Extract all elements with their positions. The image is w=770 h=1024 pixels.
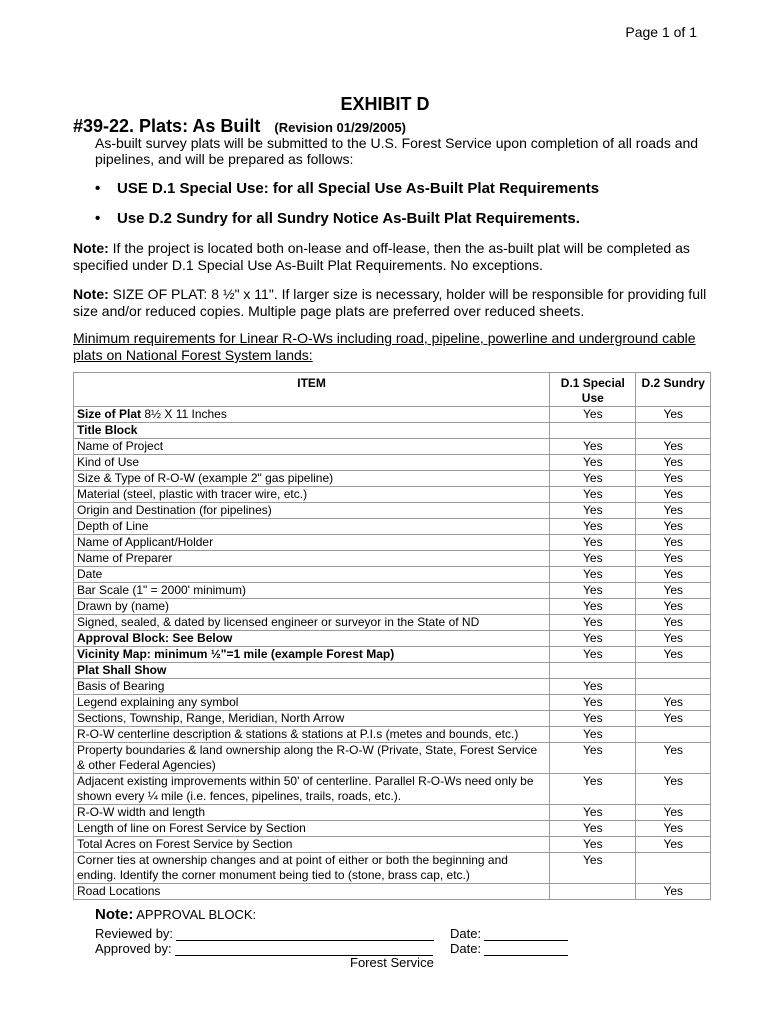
table-row: [74, 567, 711, 583]
exhibit-title: EXHIBIT D: [340, 94, 430, 114]
row-d1-value: Yes: [550, 853, 636, 884]
table-row: [74, 805, 711, 821]
table-row: [74, 711, 711, 727]
table-row: [74, 679, 711, 695]
approved-date-line: Date:: [450, 941, 568, 956]
row-d1-value: Yes: [550, 551, 636, 567]
row-d1-value: Yes: [550, 599, 636, 615]
row-d2-value: Yes: [636, 837, 711, 853]
table-row: [74, 455, 711, 471]
row-d1-value: Yes: [550, 695, 636, 711]
row-item: [74, 423, 550, 439]
row-item-text: Depth of Line: [77, 519, 149, 533]
use-bullet-list: [95, 180, 599, 240]
row-d2-value: Yes: [636, 439, 711, 455]
row-item-text: Name of Preparer: [77, 551, 173, 565]
row-item: [74, 567, 550, 583]
table-row: [74, 599, 711, 615]
table-row: [74, 663, 711, 679]
row-d2-value: Yes: [636, 821, 711, 837]
row-d1-value: Yes: [550, 439, 636, 455]
table-row: [74, 551, 711, 567]
row-item-text: R-O-W width and length: [77, 805, 206, 819]
row-d2-value: Yes: [636, 567, 711, 583]
revision-date: (Revision 01/29/2005): [274, 120, 406, 135]
approved-by-line: Approved by:: [95, 941, 433, 956]
row-d2-value: Yes: [636, 884, 711, 900]
row-item: [74, 599, 550, 615]
table-row: [74, 837, 711, 853]
row-d2-value: Yes: [636, 631, 711, 647]
header-d1: D.1 Special Use: [550, 373, 636, 407]
table-row: [74, 853, 711, 884]
table-row: [74, 503, 711, 519]
row-d1-value: Yes: [550, 407, 636, 423]
row-d1-value: [550, 423, 636, 439]
row-d1-value: Yes: [550, 487, 636, 503]
note-label: Note:: [73, 286, 109, 302]
row-d2-value: Yes: [636, 805, 711, 821]
row-d2-value: [636, 423, 711, 439]
table-row: [74, 774, 711, 805]
row-d2-value: [636, 853, 711, 884]
table-body: [74, 407, 711, 900]
row-item: [74, 821, 550, 837]
row-d1-value: Yes: [550, 821, 636, 837]
row-item-bold: Approval Block: See Below: [77, 631, 233, 645]
row-d2-value: Yes: [636, 743, 711, 774]
row-item: [74, 853, 550, 884]
reviewed-by-field: [176, 928, 434, 941]
row-d1-value: Yes: [550, 743, 636, 774]
approval-label: APPROVAL BLOCK:: [136, 907, 257, 922]
row-item-text: Property boundaries & land ownership along the R-O-W (Private, State, Forest Service & other Federal Agencies): [77, 743, 538, 772]
bullet-item: • USE D.1 Special Use: for all Special Use As-Built Plat Requirements: [95, 180, 600, 197]
row-item: [74, 407, 550, 423]
row-item: [74, 711, 550, 727]
row-item: [74, 743, 550, 774]
row-item-bold: Title Block: [77, 423, 138, 437]
row-d2-value: Yes: [636, 407, 711, 423]
row-item-text: Material (steel, plastic with tracer wire, etc.): [77, 487, 308, 501]
row-item-text: Sections, Township, Range, Meridian, North Arrow: [77, 711, 345, 725]
row-item-text: Corner ties at ownership changes and at point of either or both the beginning and ending. Identify the corner monument being tied to (stone, brass cap, etc.): [77, 853, 508, 882]
row-item: [74, 471, 550, 487]
row-item-text: Drawn by (name): [77, 599, 170, 613]
row-item: [74, 487, 550, 503]
row-item-text: Bar Scale (1" = 2000' minimum): [77, 583, 246, 597]
row-d1-value: Yes: [550, 535, 636, 551]
row-d2-value: [636, 663, 711, 679]
row-item-text: Size & Type of R-O-W (example 2" gas pipeline): [77, 471, 334, 485]
row-item-text: Adjacent existing improvements within 50' of centerline. Parallel R-O-Ws need only be shown every ¼ mile (i.e. fences, pipelines, trails, roads, etc.).: [77, 774, 534, 803]
row-item-text: Name of Project: [77, 439, 164, 453]
row-d2-value: [636, 679, 711, 695]
section-title: #39-22. Plats: As Built: [73, 116, 261, 136]
table-row: [74, 407, 711, 423]
row-item-text: Total Acres on Forest Service by Section: [77, 837, 293, 851]
table-row: [74, 615, 711, 631]
table-header-row: [74, 373, 711, 407]
row-d1-value: Yes: [550, 711, 636, 727]
page-number: Page 1 of 1: [625, 24, 697, 40]
row-item: [74, 519, 550, 535]
approval-note-label: Note:: [95, 906, 134, 923]
table-row: [74, 695, 711, 711]
row-item: [74, 727, 550, 743]
row-item-text: R-O-W centerline description & stations & stations at P.I.s (metes and bounds, etc.): [77, 727, 519, 741]
row-d2-value: Yes: [636, 487, 711, 503]
table-row: [74, 821, 711, 837]
bullet-icon: •: [95, 210, 101, 227]
row-d2-value: Yes: [636, 774, 711, 805]
row-d2-value: Yes: [636, 471, 711, 487]
row-d1-value: Yes: [550, 805, 636, 821]
row-d1-value: Yes: [550, 647, 636, 663]
row-d2-value: Yes: [636, 583, 711, 599]
reviewed-by-line: Reviewed by:: [95, 926, 434, 941]
table-row: [74, 727, 711, 743]
note-plat-size: Note: SIZE OF PLAT: 8 ½" x 11". If larger size is necessary, holder will be responsible for providing full size and/or reduced copies. Multiple page plats are preferred over reduced sheets.: [73, 286, 707, 319]
row-d2-value: Yes: [636, 599, 711, 615]
row-item-text: Origin and Destination (for pipelines): [77, 503, 272, 517]
row-d1-value: Yes: [550, 567, 636, 583]
reviewed-date-field: [484, 928, 568, 941]
row-item: [74, 631, 550, 647]
row-item: [74, 551, 550, 567]
row-item-text: Legend explaining any symbol: [77, 695, 239, 709]
row-item-bold: Vicinity Map: minimum ½"=1 mile (example Forest Map): [77, 647, 395, 661]
approved-date-field: [484, 943, 568, 956]
row-item-text: Kind of Use: [77, 455, 140, 469]
table-row: [74, 423, 711, 439]
reviewed-date-line: Date:: [450, 926, 568, 941]
row-d2-value: Yes: [636, 535, 711, 551]
row-item: [74, 503, 550, 519]
bullet-item: • Use D.2 Sundry for all Sundry Notice As-Built Plat Requirements.: [95, 210, 580, 227]
row-item: [74, 774, 550, 805]
row-d1-value: Yes: [550, 583, 636, 599]
row-item-text: Signed, sealed, & dated by licensed engineer or surveyor in the State of ND: [77, 615, 480, 629]
row-item-text: Date: [77, 567, 103, 581]
row-d1-value: Yes: [550, 615, 636, 631]
row-d2-value: Yes: [636, 615, 711, 631]
row-item: [74, 884, 550, 900]
requirements-table: [73, 372, 711, 900]
row-d2-value: Yes: [636, 519, 711, 535]
approval-block-label: [95, 906, 256, 923]
table-row: [74, 471, 711, 487]
row-d2-value: Yes: [636, 711, 711, 727]
row-d1-value: Yes: [550, 774, 636, 805]
row-d1-value: Yes: [550, 455, 636, 471]
row-item: [74, 455, 550, 471]
table-row: [74, 743, 711, 774]
intro-paragraph: As-built survey plats will be submitted to the U.S. Forest Service upon completion of all roads and pipelines, and will be prepared as follows:: [95, 135, 699, 167]
table-row: [74, 647, 711, 663]
row-item-text: Length of line on Forest Service by Section: [77, 821, 306, 835]
row-d1-value: Yes: [550, 727, 636, 743]
row-d2-value: Yes: [636, 695, 711, 711]
row-item: [74, 679, 550, 695]
row-d2-value: Yes: [636, 647, 711, 663]
row-item-text: Name of Applicant/Holder: [77, 535, 214, 549]
row-item: [74, 805, 550, 821]
section-heading: [73, 116, 406, 137]
row-item-bold: Plat Shall Show: [77, 663, 167, 677]
table-row: [74, 884, 711, 900]
row-d1-value: Yes: [550, 519, 636, 535]
row-item-text: Road Locations: [77, 884, 161, 898]
header-d2: D.2 Sundry: [636, 373, 711, 407]
row-d1-value: [550, 663, 636, 679]
row-item: [74, 695, 550, 711]
row-d1-value: Yes: [550, 679, 636, 695]
row-item: [74, 535, 550, 551]
row-d2-value: Yes: [636, 455, 711, 471]
row-item-text: 8½ X 11 Inches: [141, 407, 227, 421]
row-d1-value: Yes: [550, 471, 636, 487]
row-d1-value: Yes: [550, 503, 636, 519]
note-lease: Note: If the project is located both on-lease and off-lease, then the as-built plat will be completed as specified under D.1 Special Use As-Built Plat Requirements. No exceptions.: [73, 240, 690, 273]
forest-service-label: Forest Service: [350, 955, 434, 970]
row-d1-value: [550, 884, 636, 900]
table-row: [74, 487, 711, 503]
header-item: ITEM: [74, 373, 550, 407]
row-d2-value: Yes: [636, 551, 711, 567]
table-row: [74, 583, 711, 599]
row-item: [74, 647, 550, 663]
row-item: [74, 663, 550, 679]
row-d1-value: Yes: [550, 631, 636, 647]
row-d2-value: [636, 727, 711, 743]
row-item: [74, 583, 550, 599]
row-item-text: Basis of Bearing: [77, 679, 165, 693]
row-d1-value: Yes: [550, 837, 636, 853]
row-item-bold: Size of Plat: [77, 407, 142, 421]
note-label: Note:: [73, 240, 109, 256]
minimum-requirements-heading: Minimum requirements for Linear R-O-Ws including road, pipeline, powerline and underground cable plats on National Forest System lands:: [73, 330, 696, 363]
table-row: [74, 535, 711, 551]
row-item: [74, 837, 550, 853]
table-row: [74, 631, 711, 647]
bullet-icon: •: [95, 180, 101, 197]
row-d2-value: Yes: [636, 503, 711, 519]
row-item: [74, 615, 550, 631]
table-row: [74, 439, 711, 455]
row-item: [74, 439, 550, 455]
table-row: [74, 519, 711, 535]
